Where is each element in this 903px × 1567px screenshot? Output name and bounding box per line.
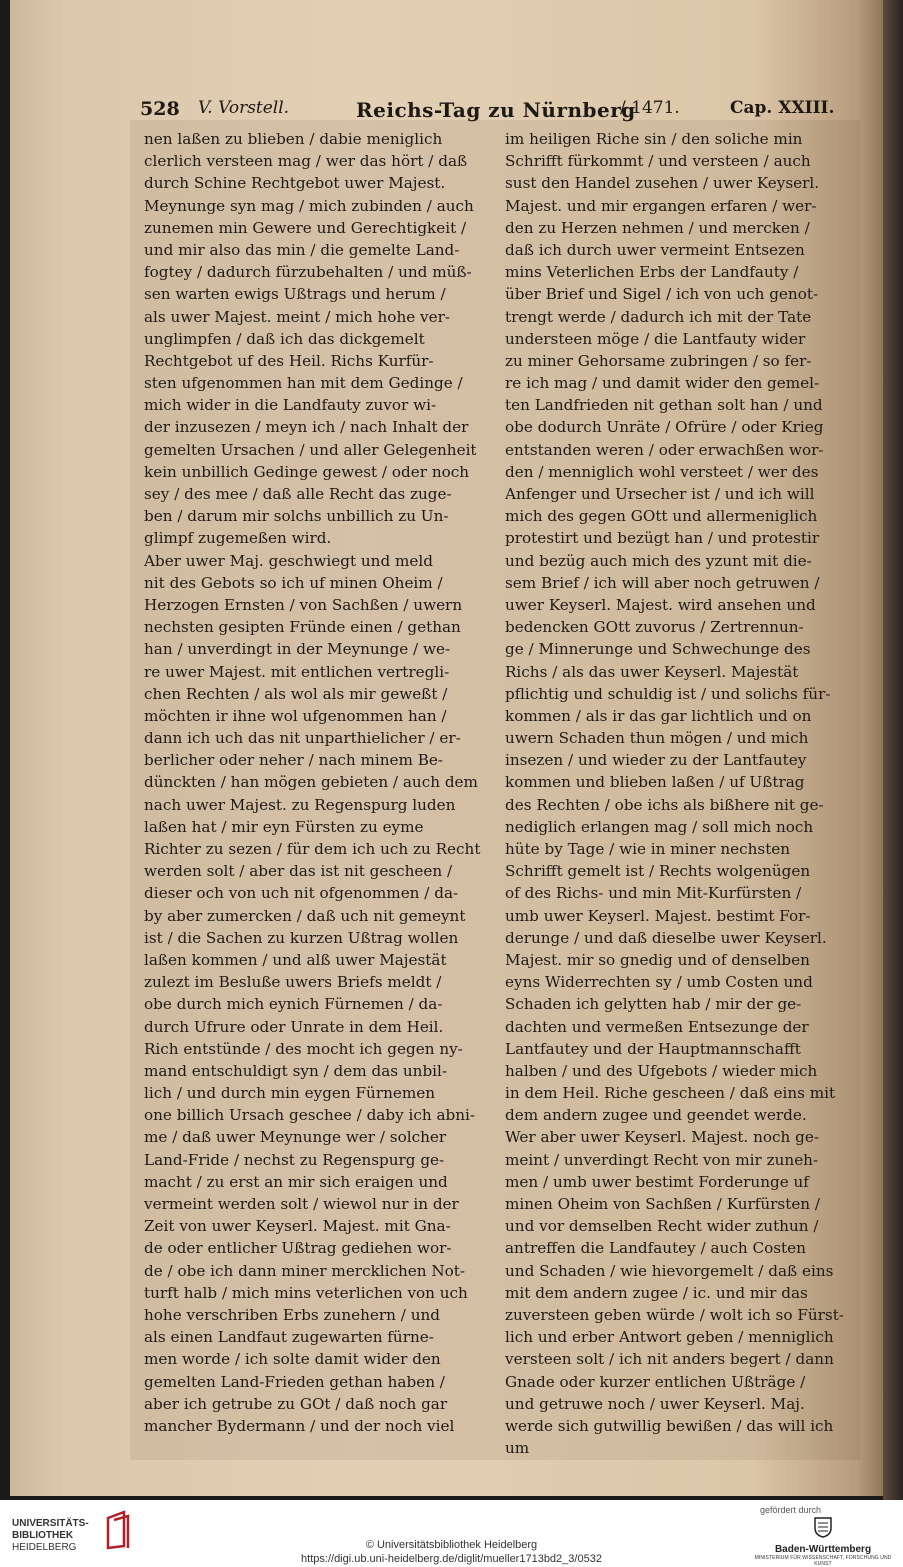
text-line: um (505, 1439, 530, 1458)
text-line: hohe verschriben Erbs zunehern / und (144, 1305, 440, 1324)
text-line: zu miner Gehorsame zubringen / so fer- (505, 351, 812, 370)
text-line: gemelten Land-Frieden gethan haben / (144, 1372, 445, 1391)
text-line: nen laßen zu blieben / dabie meniglich (144, 130, 443, 148)
text-line: mand entschuldigt syn / dem das unbil- (144, 1061, 448, 1080)
text-line: de oder entlicher Ußtrag gediehen wor- (144, 1239, 452, 1258)
text-line: uwern Schaden thun mögen / und mich (505, 729, 809, 748)
text-line: den / menniglich wohl versteet / wer des (505, 462, 819, 481)
text-line: hüte by Tage / wie in miner nechsten (505, 840, 791, 858)
text-line: als einen Landfaut zugewarten fürne- (144, 1328, 434, 1347)
chapter-label: Cap. XXIII. (730, 98, 835, 118)
text-line: unglimpfen / daß ich das dickgemelt (144, 329, 425, 348)
text-line: den zu Herzen nehmen / und mercken / (505, 218, 810, 237)
text-line: möchten ir ihne wol ufgenommen han / (144, 706, 447, 725)
text-line: dann ich uch das nit unparthielicher / er- (144, 729, 461, 748)
text-line: Aber uwer Maj. geschwiegt und meld (144, 551, 433, 570)
text-line: han / unverdingt in der Meynunge / we- (144, 640, 451, 659)
text-line: re uwer Majest. mit entlichen vertregli- (144, 662, 450, 681)
text-line: by aber zumercken / daß uch nit gemeynt (144, 906, 466, 925)
left-text-column (144, 128, 484, 1437)
text-line: werde sich gutwillig bewißen / das will ich (505, 1416, 834, 1435)
text-line: als uwer Majest. meint / mich hohe ver- (144, 307, 451, 326)
text-line: der inzusezen / meyn ich / nach Inhalt der (144, 418, 469, 437)
page-number: 528 (140, 98, 180, 120)
text-line: Majest. und mir ergangen erfaren / wer- (505, 196, 817, 215)
text-line: insezen / und wieder zu der Lantfautey (505, 751, 807, 770)
library-name-line2: BIBLIOTHEK (12, 1530, 74, 1541)
text-line: kommen und blieben laßen / uf Ußtrag (505, 773, 805, 792)
text-line: clerlich versteen mag / wer das hört / daß (144, 152, 468, 171)
funder-logo[interactable] (748, 1516, 898, 1567)
text-line: Zeit von uwer Keyserl. Majest. mit Gna- (144, 1217, 451, 1236)
text-line: werden solt / aber das ist nit gescheen / (144, 862, 453, 881)
text-line: re ich mag / und damit wider den gemel- (505, 374, 820, 393)
text-line: nit des Gebots so ich uf minen Oheim / (144, 573, 443, 592)
text-line: meint / unverdingt Recht von mir zuneh- (505, 1150, 819, 1169)
text-line: daß ich durch uwer vermeint Entsezen (505, 240, 805, 259)
right-text-column (505, 128, 851, 1459)
text-line: fogtey / dadurch fürzubehalten / und müß- (144, 263, 472, 282)
text-line: uwer Keyserl. Majest. wird ansehen und (505, 595, 816, 614)
text-line: sem Brief / ich will aber noch getruwen / (505, 573, 820, 592)
text-line: Majest. mir so gnedig und of denselben (505, 950, 810, 969)
text-line: mich wider in die Landfauty zuvor wi- (144, 396, 437, 415)
section-label: V. Vorstell. (198, 98, 290, 118)
text-line: protestirt und bezügt han / und protestir (505, 529, 820, 548)
year-label: / 1471. (620, 98, 680, 118)
text-line: ist / die Sachen zu kurzen Ußtrag wollen (144, 928, 459, 947)
text-line: understeen möge / die Lantfauty wider (505, 329, 806, 348)
text-line: nediglich erlangen mag / soll mich noch (505, 817, 814, 836)
text-line: des Rechten / obe ichs als bißhere nit ge- (505, 795, 824, 814)
text-line: me / daß uwer Meynunge wer / solcher (144, 1128, 447, 1147)
page-header (140, 98, 840, 128)
coat-of-arms-icon (811, 1516, 835, 1538)
text-line: Meynunge syn mag / mich zubinden / auch (144, 196, 474, 215)
text-line: umb uwer Keyserl. Majest. bestimt For- (505, 906, 811, 925)
text-line: Schaden ich gelytten hab / mir der ge- (505, 995, 802, 1014)
text-line: Wer aber uwer Keyserl. Majest. noch ge- (505, 1128, 819, 1147)
text-line: dem andern zugee und geendet werde. (505, 1106, 807, 1125)
text-line: Rich entstünde / des mocht ich gegen ny- (144, 1039, 463, 1058)
text-line: Lantfautey und der Hauptmannschafft (505, 1039, 801, 1058)
text-line: lich / und durch min eygen Fürnemen (144, 1084, 436, 1103)
text-line: macht / zu erst an mir sich eraigen und (144, 1172, 448, 1191)
text-line: in dem Heil. Riche gescheen / daß eins mit (505, 1084, 836, 1103)
text-line: Gnade oder kurzer entlichen Ußträge / (505, 1372, 806, 1391)
library-name-line3: HEIDELBERG (12, 1542, 77, 1553)
text-line: ten Landfrieden nit gethan solt han / und (505, 396, 823, 415)
book-edge (883, 0, 903, 1500)
text-line: und Schaden / wie hievorgemelt / daß eins (505, 1261, 834, 1280)
text-line: Schrifft gemelt ist / Rechts wolgenügen (505, 862, 811, 881)
text-line: über Brief und Sigel / ich von uch genot- (505, 285, 819, 304)
text-line: gemelten Ursachen / und aller Gelegenheit (144, 440, 477, 459)
text-line: obe dodurch Unräte / Ofrüre / oder Krieg (505, 418, 824, 437)
text-line: im heiligen Riche sin / den soliche min (505, 130, 803, 148)
text-line: ge / Minnerunge und Schwechunge des (505, 640, 811, 659)
text-line: dachten und vermeßen Entsezunge der (505, 1017, 809, 1036)
text-line: zulezt im Beslußе uwers Briefs meldt / (144, 973, 442, 992)
text-line: kommen / als ir das gar lichtlich und on (505, 706, 812, 725)
text-line: derunge / und daß dieselbe uwer Keyserl. (505, 928, 827, 947)
permalink-url[interactable]: https://digi.ub.uni-heidelberg.de/diglit/mueller1713bd2_3/0532 (301, 1553, 602, 1565)
text-line: und bezüg auch mich des yzunt mit die- (505, 551, 812, 570)
text-line: lich und erber Antwort geben / menniglich (505, 1328, 834, 1347)
text-line: und getruwe noch / uwer Keyserl. Maj. (505, 1394, 805, 1413)
text-line: minen Oheim von Sachßen / Kurfürsten / (505, 1195, 821, 1213)
copyright-notice: © Universitätsbibliothek Heidelberg (365, 1539, 538, 1551)
funder-state-name: Baden-Württemberg (774, 1544, 872, 1555)
text-line: Anfenger und Ursecher ist / und ich will (505, 485, 815, 503)
text-line: nach uwer Majest. zu Regenspurg luden (144, 795, 456, 814)
text-line: mancher Bydermann / und der noch viel (144, 1416, 455, 1435)
running-title: Reichs-Tag zu Nürnberg (356, 98, 636, 122)
text-line: halben / und des Ufgebots / wieder mich (505, 1061, 818, 1080)
text-line: turft halb / mich mins veterlichen von uch (144, 1283, 468, 1302)
text-line: trengt werde / dadurch ich mit der Tate (505, 307, 812, 326)
text-line: sten ufgenommen han mit dem Gedinge / (144, 374, 463, 393)
text-line: und vor demselben Recht wider zuthun / (505, 1217, 819, 1236)
text-line: men / umb uwer bestimt Forderunge uf (505, 1172, 809, 1191)
text-line: ben / darum mir solchs unbillich zu Un- (144, 507, 449, 526)
text-line: versteen solt / ich nit anders begert / dann (505, 1350, 834, 1369)
text-line: one billich Ursach geschee / daby ich abni- (144, 1106, 475, 1125)
text-line: obe durch mich eynich Fürnemen / da- (144, 995, 443, 1014)
text-line: Schrifft fürkommt / und versteen / auch (505, 152, 811, 171)
text-line: sen warten ewigs Ußtrags und herum / (144, 285, 446, 304)
text-line: glimpf zugemeßen wird. (144, 529, 332, 548)
text-line: dieser och von uch nit ofgenommen / da- (144, 884, 459, 903)
text-line: durch Schine Rechtgebot uwer Majest. (144, 174, 446, 193)
text-line: Herzogen Ernsten / von Sachßen / uwern (144, 595, 463, 614)
text-line: laßen hat / mir eyn Fürsten zu eyme (144, 817, 424, 836)
text-line: of des Richs- und min Mit-Kurfürsten / (505, 884, 802, 903)
text-line: eyns Widerrechten sy / umb Costen und (505, 973, 813, 992)
text-line: Richter zu sezen / für dem ich uch zu Recht (144, 840, 481, 858)
text-line: sust den Handel zusehen / uwer Keyserl. (505, 174, 820, 193)
text-line: und mir also das min / die gemelte Land- (144, 240, 460, 259)
text-line: aber ich getrube zu GOt / daß noch gar (144, 1394, 448, 1413)
text-line: men worde / ich solte damit wider den (144, 1350, 441, 1369)
text-line: zuversteen geben würde / wolt ich so Fürst- (505, 1305, 844, 1324)
library-name-line1: UNIVERSITÄTS- (12, 1518, 89, 1529)
text-line: kein unbillich Gedinge gewest / oder noch (144, 462, 470, 481)
text-line: Land-Fride / nechst zu Regenspurg ge- (144, 1150, 445, 1169)
text-line: Richs / als das uwer Keyserl. Majestät (505, 662, 799, 681)
text-line: mins Veterlichen Erbs der Landfauty / (505, 263, 799, 282)
text-line: pflichtig und schuldig ist / und solichs für- (505, 684, 831, 703)
text-line: bedencken GOtt zuvorus / Zertrennun- (505, 618, 804, 637)
text-line: mit dem andern zugee / ic. und mir das (505, 1283, 808, 1302)
text-line: chen Rechten / als wol als mir geweßt / (144, 684, 448, 703)
text-line: berlicher oder neher / nach minem Be- (144, 751, 444, 770)
text-line: Rechtgebot uf des Heil. Richs Kurfür- (144, 351, 434, 370)
text-line: nechsten gesipten Fründe einen / gethan (144, 618, 461, 637)
text-line: entstanden weren / oder erwachßen wor- (505, 440, 824, 459)
text-line: laßen kommen / und alß uwer Majestät (144, 950, 447, 969)
text-line: dünckten / han mögen gebieten / auch dem (144, 773, 478, 792)
text-line: zunemen min Gewere und Gerechtigkeit / (144, 218, 467, 237)
text-line: antreffen die Landfautey / auch Costen (505, 1239, 806, 1258)
text-line: vermeint werden solt / wiewol nur in der (144, 1195, 459, 1213)
funded-by-label: gefördert durch (760, 1505, 822, 1515)
text-line: durch Ufrure oder Unrate in dem Heil. (144, 1017, 444, 1036)
text-line: mich des gegen GOtt und allermeniglich (505, 507, 818, 526)
text-line: de / obe ich dann miner mercklichen Not- (144, 1261, 466, 1280)
funder-ministry: MINISTERIUM FÜR WISSENSCHAFT, FORSCHUNG UND KUNST (754, 1555, 892, 1567)
text-line: sey / des mee / daß alle Recht das zuge- (144, 485, 452, 503)
